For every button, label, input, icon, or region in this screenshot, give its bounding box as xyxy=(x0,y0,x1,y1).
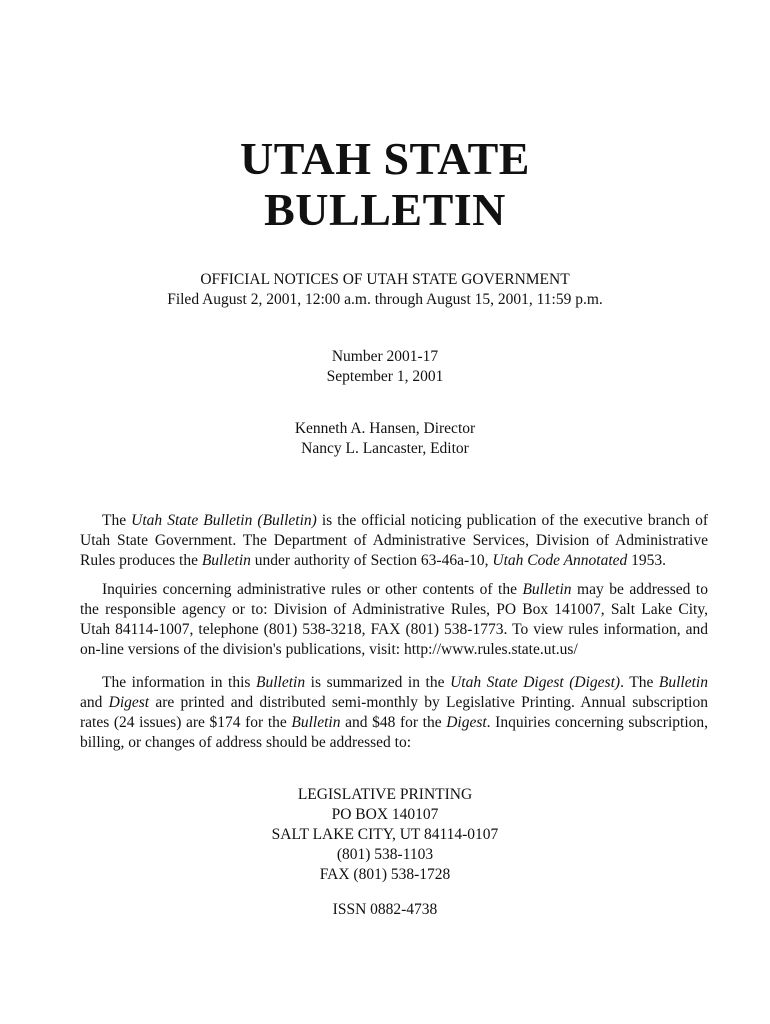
paragraph-inquiries: Inquiries concerning administrative rules or other contents of the Bulletin may be addressed to the responsible agency or to: Division of Administrative Rules, PO Box 141007, Salt Lake City, Utah 84114-1007, telephone (801) 538-3218, FAX (801) 538-1773. To view rules information, and on-line versions of the division's publications, visit: http://www.rules.state.ut.us/ xyxy=(80,581,708,658)
address-city: SALT LAKE CITY, UT 84114-0107 xyxy=(271,826,499,843)
paragraph-subscriptions: The information in this Bulletin is summarized in the Utah State Digest (Digest). The Bulletin and Digest are printed and distributed semi-monthly by Legislative Printing. Annual subscription rates (24 issues) are $174 for the Bulletin and $48 for the Digest. Inquiries concerning subscription, billing, or changes of address should be addressed to: xyxy=(80,674,709,751)
title-line-2: BULLETIN xyxy=(264,184,506,235)
issue-date: September 1, 2001 xyxy=(326,368,444,385)
address-fax: FAX (801) 538-1728 xyxy=(319,866,451,883)
title-line-1: UTAH STATE xyxy=(239,133,530,184)
address-phone: (801) 538-1103 xyxy=(336,846,434,863)
address-organization: LEGISLATIVE PRINTING xyxy=(297,786,473,803)
issn-number: ISSN 0882-4738 xyxy=(332,901,438,918)
director-name: Kenneth A. Hansen, Director xyxy=(294,420,476,437)
paragraph-about-bulletin: The Utah State Bulletin (Bulletin) is the official noticing publication of the executive branch of Utah State Government. The Department of Administrative Services, Division of Administrative Rules produces the Bulletin under authority of Section 63-46a-10, Utah Code Annotated 1953. xyxy=(80,512,708,569)
address-po-box: PO BOX 140107 xyxy=(331,806,439,823)
filing-period: Filed August 2, 2001, 12:00 a.m. through August 15, 2001, 11:59 p.m. xyxy=(167,291,603,308)
editor-name: Nancy L. Lancaster, Editor xyxy=(301,440,469,457)
official-notices-heading: OFFICIAL NOTICES OF UTAH STATE GOVERNMENT xyxy=(200,271,570,288)
issue-number: Number 2001-17 xyxy=(331,348,439,365)
